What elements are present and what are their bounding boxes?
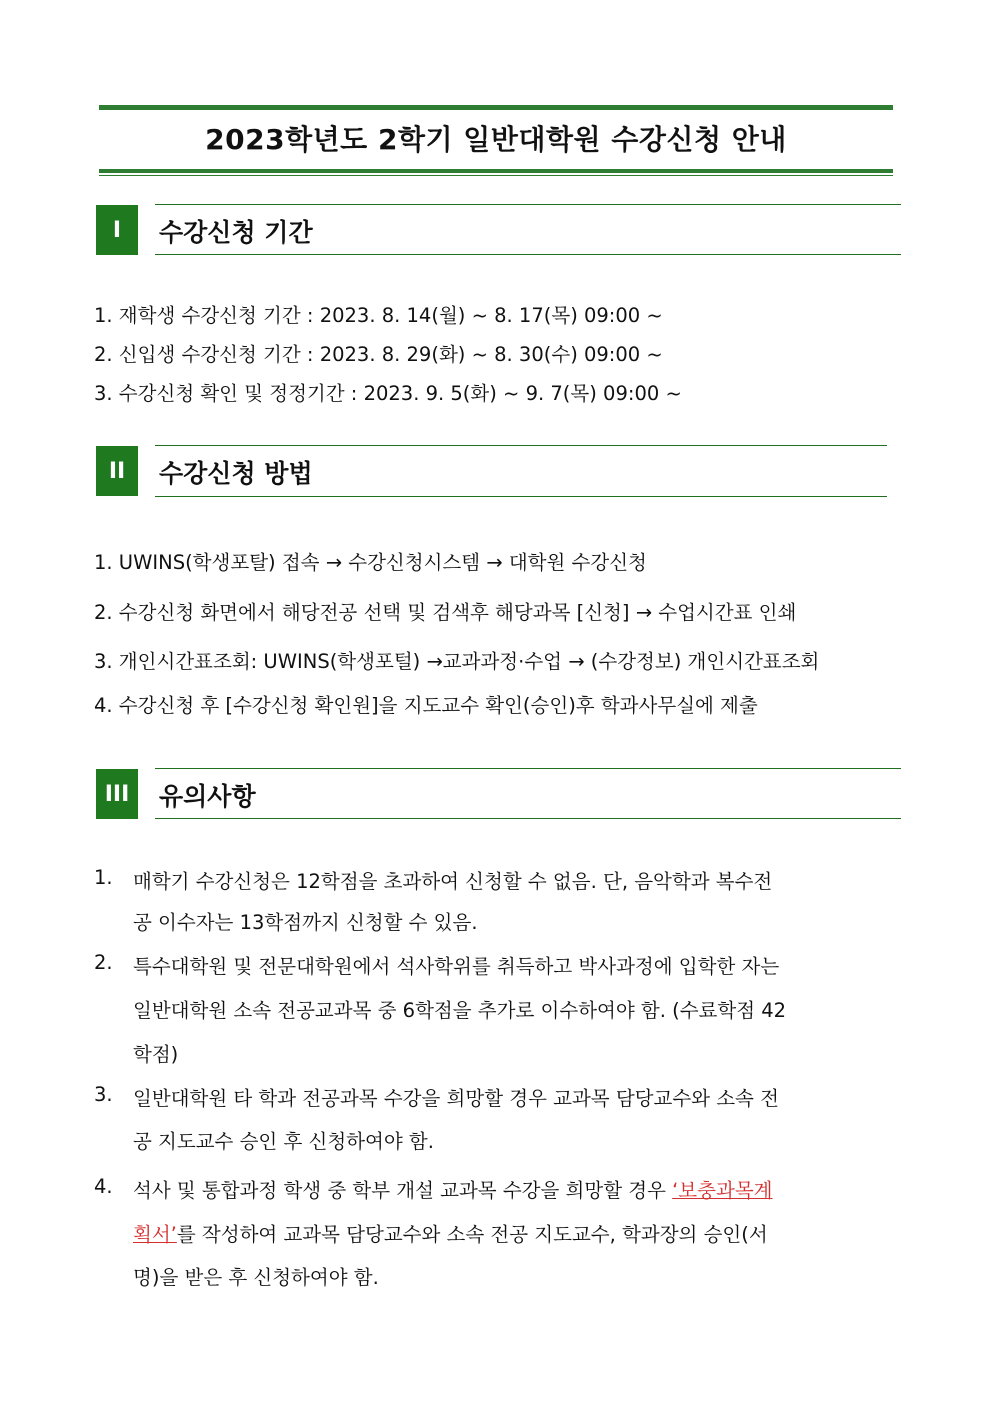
note-4-line-2-text: 를 작성하여 교과목 담당교수와 소속 전공 지도교수, 학과장의 승인(서 (176, 1223, 768, 1246)
section-1-bottom-line (155, 254, 901, 255)
section-1-badge: I (96, 205, 138, 255)
note-4-line-1-text: 석사 및 통합과정 학생 중 학부 개설 교과목 수강을 희망할 경우 (133, 1179, 673, 1202)
method-item-3: 3. 개인시간표조회: UWINS(학생포털) →교과과정·수업 → (수강정보) 개인시간표조회 (94, 650, 820, 673)
method-item-2: 2. 수강신청 화면에서 해당전공 선택 및 검색후 해당과목 [신청] → 수업시간표 인쇄 (94, 601, 797, 624)
period-item-1: 1. 재학생 수강신청 기간 : 2023. 8. 14(월) ~ 8. 17(목) 09:00 ~ (94, 304, 663, 327)
note-2-line-3: 학점) (133, 1043, 179, 1066)
page-title: 2023학년도 2학기 일반대학원 수강신청 안내 (205, 123, 787, 156)
note-4-line-3: 명)을 받은 후 신청하여야 함. (133, 1266, 379, 1289)
note-1-line-1: 매학기 수강신청은 12학점을 초과하여 신청할 수 없음. 단, 음악학과 복수전 (133, 870, 773, 893)
section-3-heading: 유의사항 (159, 782, 256, 811)
section-3-top-line (155, 768, 901, 769)
title-top-rule (99, 103, 893, 110)
note-3-line-2: 공 지도교수 승인 후 신청하여야 함. (133, 1130, 434, 1153)
note-1-number: 1. (94, 866, 113, 889)
period-item-2: 2. 신입생 수강신청 기간 : 2023. 8. 29(화) ~ 8. 30(수) 09:00 ~ (94, 343, 663, 366)
section-3-bottom-line (155, 818, 901, 819)
note-4-line-1 (133, 1175, 773, 1203)
note-3-line-1: 일반대학원 타 학과 전공과목 수강을 희망할 경우 교과목 담당교수와 소속 전 (133, 1087, 779, 1110)
supplementary-plan-form-name: ‘보충과목계 (672, 1179, 773, 1202)
section-2-bottom-line (155, 496, 887, 497)
note-2-line-2: 일반대학원 소속 전공교과목 중 6학점을 추가로 이수하여야 함. (수료학점 42 (133, 999, 787, 1022)
section-2-heading: 수강신청 방법 (159, 459, 313, 488)
period-item-3: 3. 수강신청 확인 및 정정기간 : 2023. 9. 5(화) ~ 9. 7(목) 09:00 ~ (94, 382, 682, 405)
note-3-number: 3. (94, 1083, 113, 1106)
section-2-badge: II (96, 446, 138, 496)
section-1-heading: 수강신청 기간 (159, 218, 313, 247)
title-bottom-rule (99, 169, 893, 176)
method-item-1: 1. UWINS(학생포탈) 접속 → 수강신청시스템 → 대학원 수강신청 (94, 551, 647, 574)
note-1-line-2: 공 이수자는 13학점까지 신청할 수 있음. (133, 911, 478, 934)
section-3-badge: III (96, 769, 138, 819)
method-item-4: 4. 수강신청 후 [수강신청 확인원]을 지도교수 확인(승인)후 학과사무실에 제출 (94, 694, 758, 717)
section-2-top-line (155, 445, 887, 446)
note-4-number: 4. (94, 1175, 113, 1198)
section-1-top-line (155, 204, 901, 205)
note-2-line-1: 특수대학원 및 전문대학원에서 석사학위를 취득하고 박사과정에 입학한 자는 (133, 955, 780, 978)
supplementary-plan-form-name-cont: 획서’ (133, 1223, 177, 1246)
note-4-line-2 (133, 1219, 768, 1247)
note-2-number: 2. (94, 951, 113, 974)
